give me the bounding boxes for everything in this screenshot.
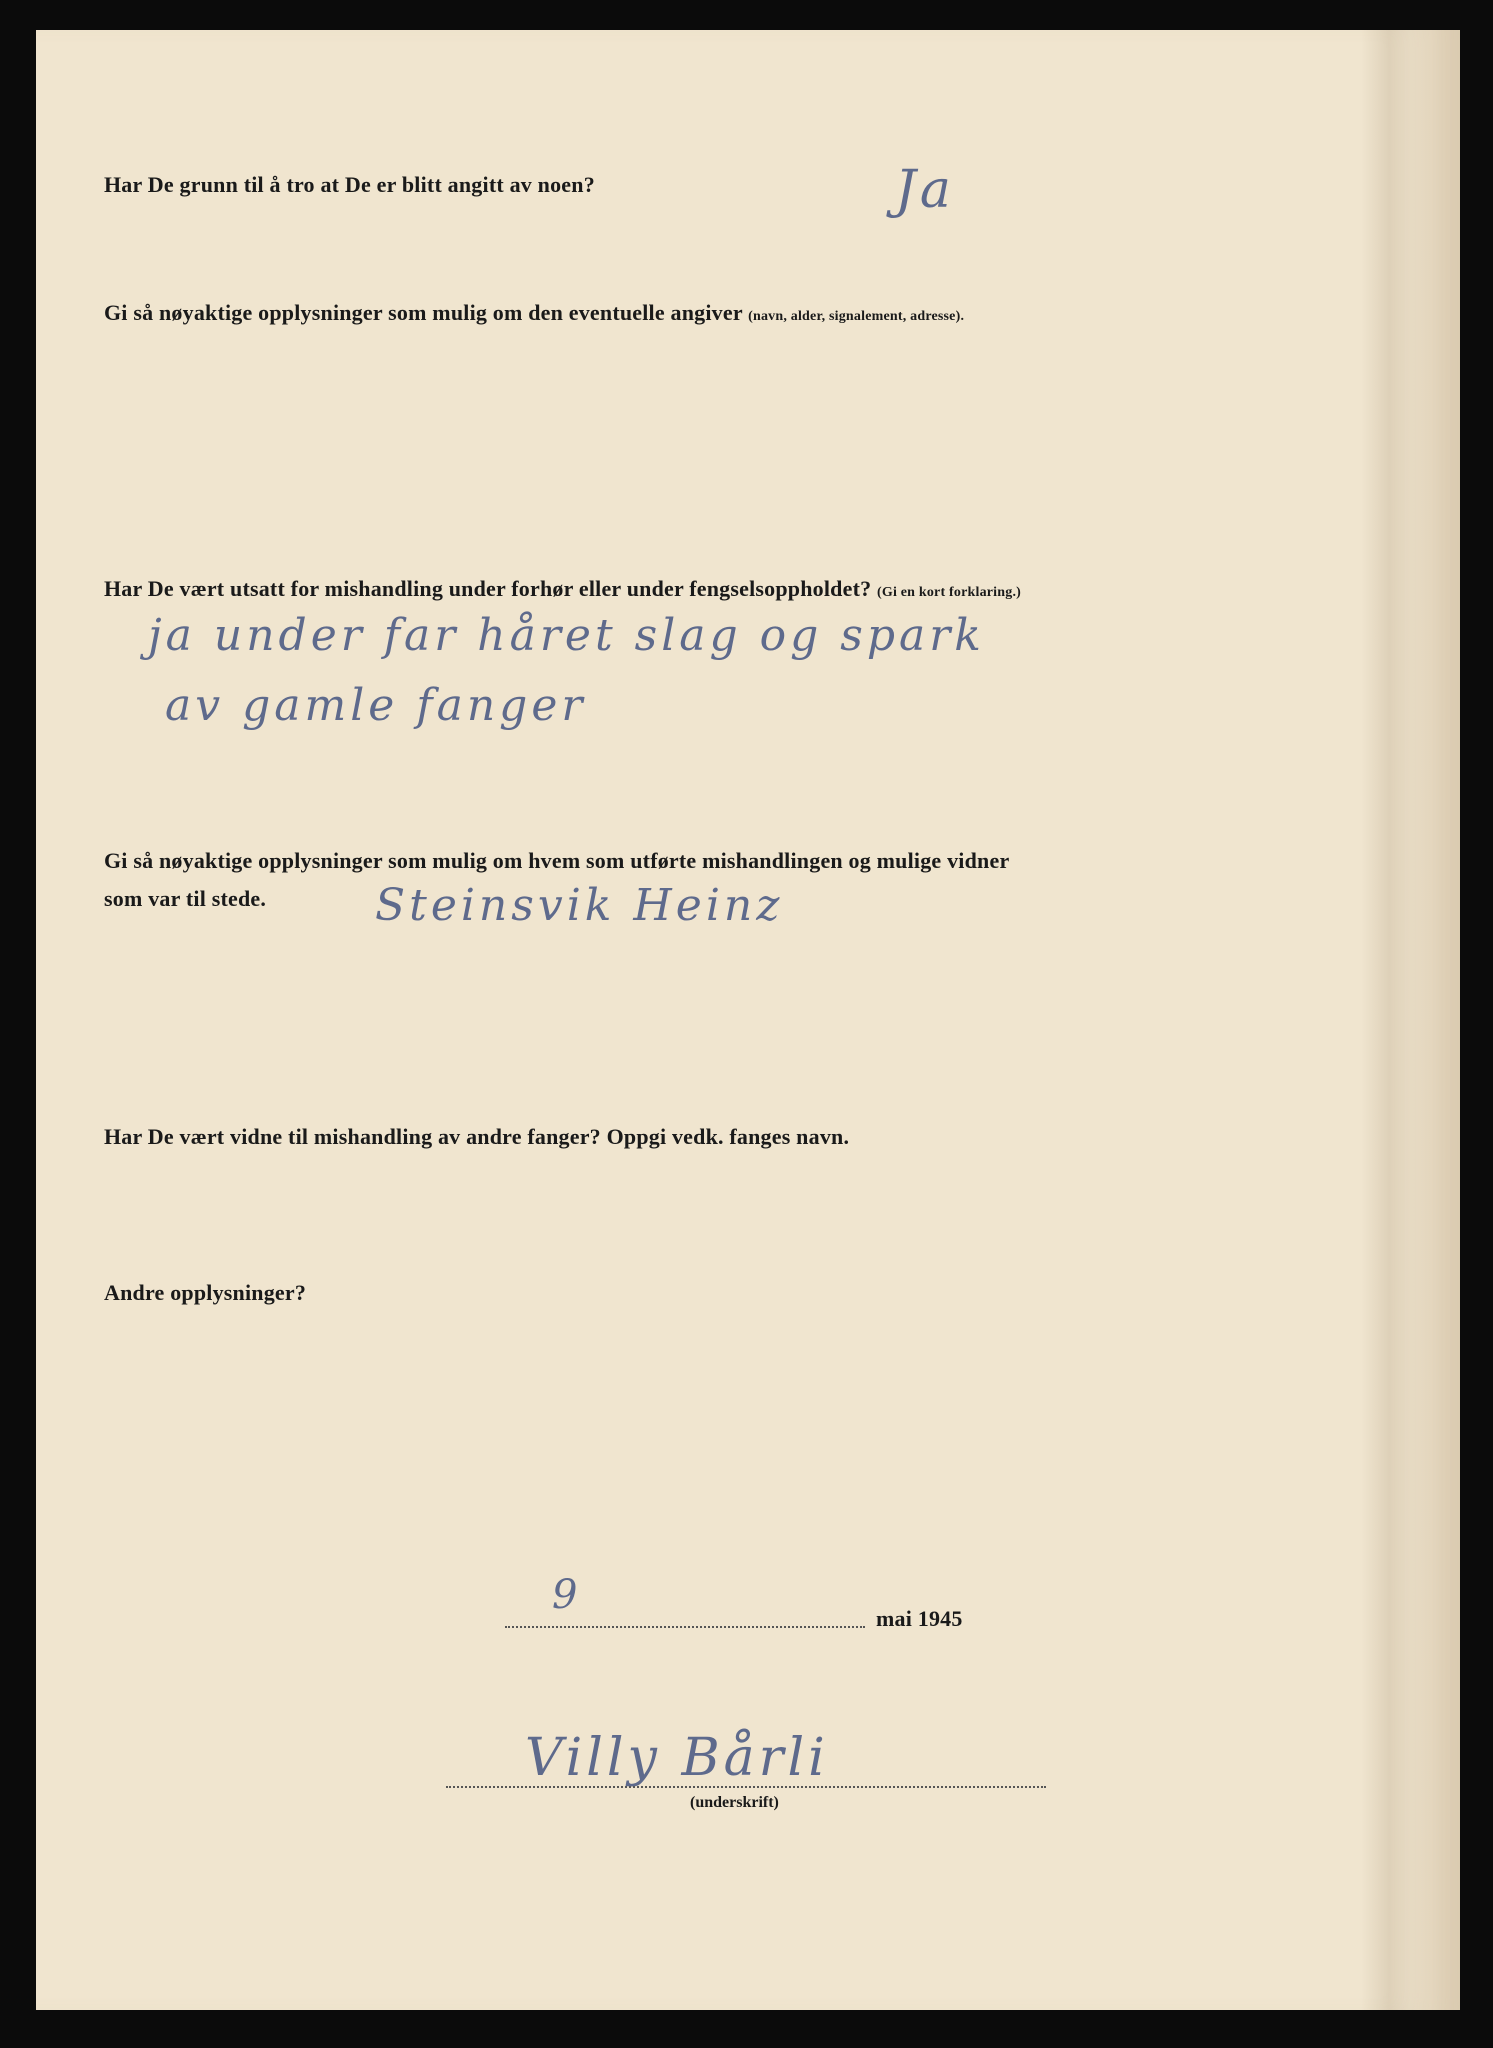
- page-fold-shadow: [1361, 30, 1431, 2010]
- question-denounced: Har De grunn til å tro at De er blitt angitt av noen?: [104, 172, 595, 197]
- question-other-info: Andre opplysninger?: [104, 1280, 307, 1305]
- signature: Villy Bårli: [525, 1728, 829, 1788]
- question-mistreatment-text: Har De vært utsatt for mishandling under forhør eller under fengselsoppholdet?: [104, 576, 872, 601]
- signature-line: [446, 1786, 1046, 1788]
- question-perpetrators-line1: Gi så nøyaktige opplysninger som mulig om hvem som utførte mishandlingen og mulige vidner: [104, 848, 1010, 873]
- answer-mistreatment-line1: ja under far håret slag og spark: [148, 610, 985, 661]
- date-month-year: mai 1945: [876, 1606, 963, 1631]
- question-mistreatment-note: (Gi en kort forklaring.): [877, 585, 1022, 600]
- question-witness: Har De vært vidne til mishandling av andre fanger? Oppgi vedk. fanges navn.: [104, 1124, 850, 1149]
- answer-denounced: Ja: [895, 160, 955, 220]
- question-informer-text: Gi så nøyaktige opplysninger som mulig om den eventuelle angiver: [104, 300, 743, 325]
- signature-label: (underskrift): [690, 1794, 779, 1811]
- answer-mistreatment-line2: av gamle fanger: [165, 680, 587, 731]
- answer-perpetrators: Steinsvik Heinz: [375, 880, 784, 931]
- form-page: [36, 30, 1460, 2010]
- question-informer-details: [104, 300, 964, 326]
- date-day: 9: [552, 1572, 582, 1618]
- question-perpetrators-line2: som var til stede.: [104, 886, 267, 911]
- question-mistreatment: [104, 576, 1021, 602]
- date-line: [505, 1626, 865, 1628]
- question-informer-note: (navn, alder, signalement, adresse).: [748, 309, 965, 324]
